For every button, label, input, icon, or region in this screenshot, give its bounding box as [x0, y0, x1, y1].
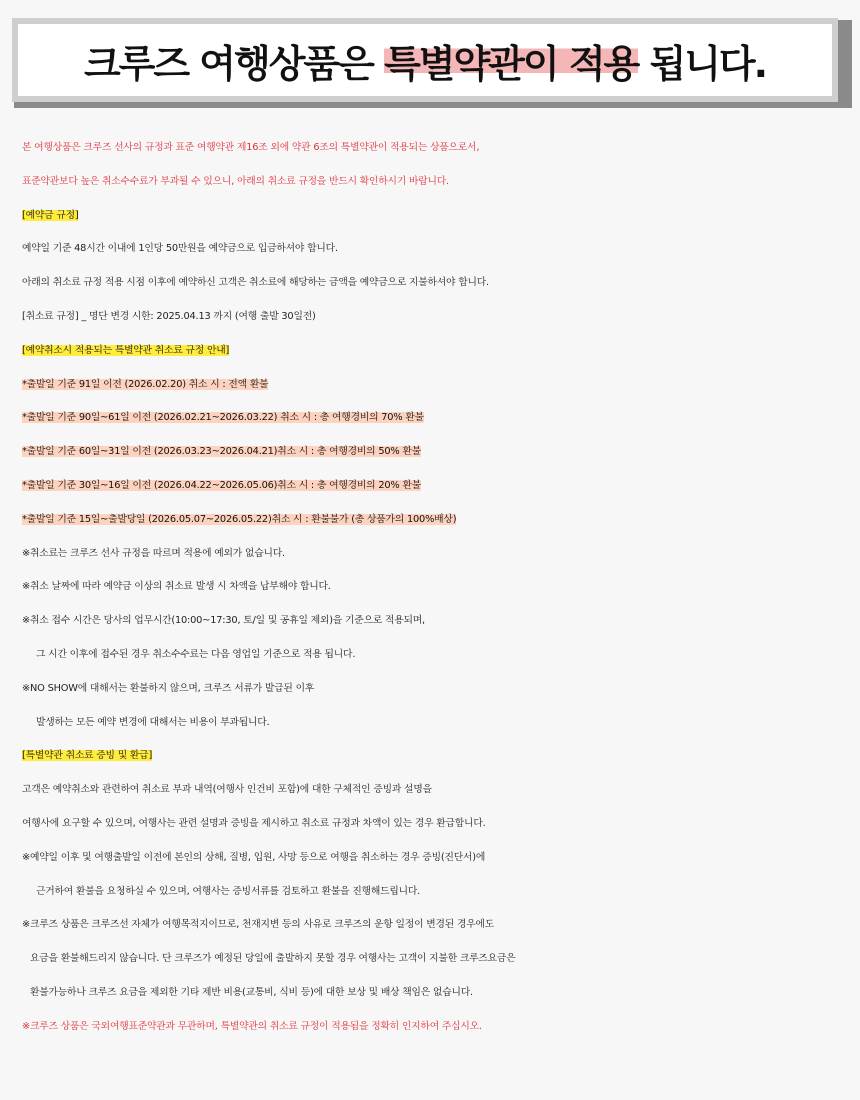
- cancel-note-1: ※취소료는 크루즈 선사 규정을 따르며 적용에 예외가 없습니다.: [22, 547, 285, 559]
- cancel-rule-4: *출발일 기준 30일~16일 이전 (2026.04.22~2026.05.06)취소 시 : 총 여행경비의 20% 환불: [22, 479, 421, 491]
- notice-body: [22, 131, 852, 1044]
- cancel-rule-5: *출발일 기준 15일~출발당일 (2026.05.07~2026.05.22)취소 시 : 환불불가 (총 상품가의 100%배상): [22, 513, 457, 525]
- final-warning: ※크루즈 상품은 국외여행표준약관과 무관하며, 특별약관의 취소료 규정이 적용됨을 정확히 인지하여 주십시오.: [22, 1020, 482, 1032]
- title-banner-inner: [18, 24, 832, 96]
- cancel-note-4a: ※NO SHOW에 대해서는 환불하지 않으며, 크루즈 서류가 발급된 이후: [22, 682, 315, 694]
- cancel-note-3a: ※취소 접수 시간은 당사의 업무시간(10:00~17:30, 토/일 및 공휴일 제외)을 기준으로 적용되며,: [22, 615, 425, 627]
- evidence-heading: [특별약관 취소료 증빙 및 환급]: [22, 750, 153, 762]
- title-part-1: 크루즈 여행상품은: [83, 41, 385, 86]
- evidence-note-2a: ※크루즈 상품은 크루즈선 자체가 여행목적지이므로, 천재지변 등의 사유로 크루즈의 운항 일정이 변경된 경우에도: [22, 919, 495, 931]
- intro-line-2: 표준약관보다 높은 취소수수료가 부과될 수 있으니, 아래의 취소료 규정을 반드시 확인하시기 바랍니다.: [22, 175, 449, 187]
- evidence-line-2: 여행사에 요구할 수 있으며, 여행사는 관련 설명과 증빙을 제시하고 취소료 규정과 차액이 있는 경우 환급합니다.: [22, 817, 486, 829]
- evidence-note-1b: 근거하여 환불을 요청하실 수 있으며, 여행사는 증빙서류를 검토하고 환불을 진행해드립니다.: [36, 885, 421, 897]
- evidence-line-1: 고객은 예약취소와 관련하여 취소료 부과 내역(여행사 인건비 포함)에 대한 구체적인 증빙과 설명을: [22, 784, 432, 796]
- evidence-note-1a: ※예약일 이후 및 여행출발일 이전에 본인의 상해, 질병, 입원, 사망 등으로 여행을 취소하는 경우 증빙(진단서)에: [22, 851, 486, 863]
- evidence-note-2c: 환불가능하나 크루즈 요금을 제외한 기타 제반 비용(교통비, 식비 등)에 대한 보상 및 배상 책임은 없습니다.: [30, 986, 473, 998]
- title-banner: [12, 18, 838, 102]
- cancel-rule-2: *출발일 기준 90일~61일 이전 (2026.02.21~2026.03.22) 취소 시 : 총 여행경비의 70% 환불: [22, 412, 424, 424]
- deposit-line-2: 아래의 취소료 규정 적용 시점 이후에 예약하신 고객은 취소료에 해당하는 금액을 예약금으로 지불하셔야 합니다.: [22, 277, 489, 289]
- special-cancel-heading: [예약취소시 적용되는 특별약관 취소료 규정 안내]: [22, 344, 230, 356]
- evidence-note-2b: 요금을 환불해드리지 않습니다. 단 크루즈가 예정된 당일에 출발하지 못할 경우 여행사는 고객이 지불한 크루즈요금은: [30, 953, 516, 965]
- title-highlight: 특별약관이 적용: [384, 41, 639, 86]
- page-title: [84, 33, 766, 88]
- deposit-line-3: [취소료 규정] _ 명단 변경 시한: 2025.04.13 까지 (여행 출발 30일전): [22, 310, 316, 322]
- cancel-rule-3: *출발일 기준 60일~31일 이전 (2026.03.23~2026.04.21)취소 시 : 총 여행경비의 50% 환불: [22, 446, 421, 458]
- cancel-note-2: ※취소 날짜에 따라 예약금 이상의 취소료 발생 시 차액을 납부해야 합니다.: [22, 581, 331, 593]
- deposit-heading: [예약금 규정]: [22, 209, 79, 221]
- cancel-note-4b: 발생하는 모든 예약 변경에 대해서는 비용이 부과됩니다.: [36, 716, 270, 728]
- cancel-note-3b: 그 시간 이후에 접수된 경우 취소수수료는 다음 영업일 기준으로 적용 됩니다.: [36, 648, 356, 660]
- intro-line-1: 본 여행상품은 크루즈 선사의 규정과 표준 여행약관 제16조 외에 약관 6조의 특별약관이 적용되는 상품으로서,: [22, 142, 480, 153]
- title-part-2: 됩니다.: [638, 41, 767, 86]
- cancel-rule-1: *출발일 기준 91일 이전 (2026.02.20) 취소 시 : 전액 환불: [22, 378, 269, 390]
- deposit-line-1: 예약일 기준 48시간 이내에 1인당 50만원을 예약금으로 입금하셔야 합니다.: [22, 243, 338, 255]
